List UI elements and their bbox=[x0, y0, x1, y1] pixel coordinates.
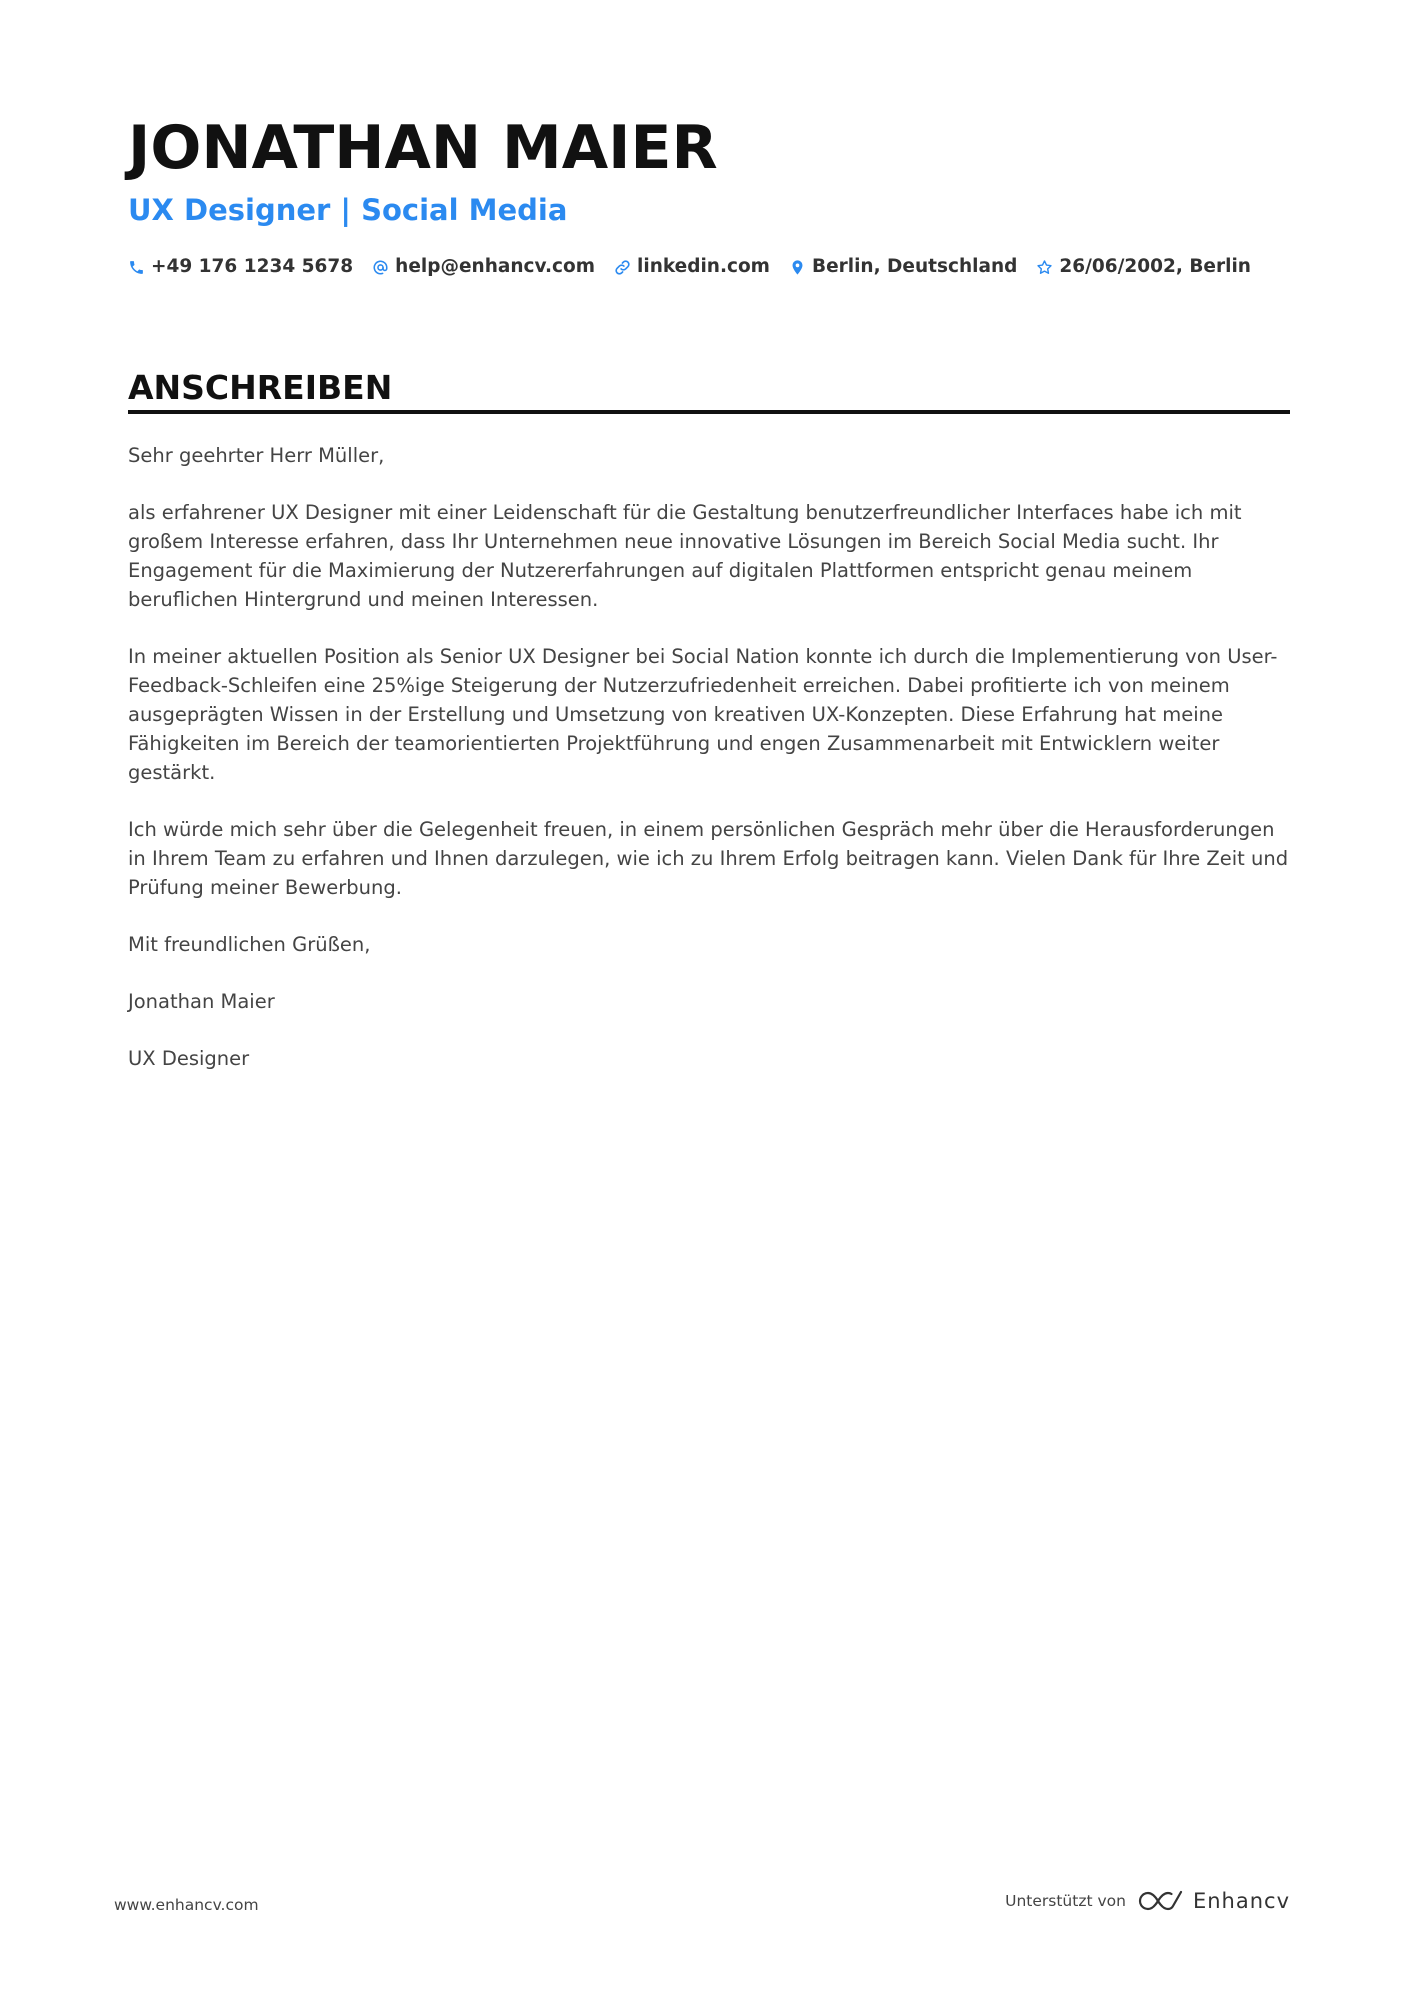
letter-paragraph: In meiner aktuellen Position als Senior UX Designer bei Social Nation konnte ich durch die Implementierung von User-Feedback-Schleifen eine 25%ige Steigerung der Nutzerzufriedenheit erreichen. Dabei profitierte ich von meinem ausgeprägten Wissen in der Erstellung und Umsetzung von kreativen UX-Konzepten. Diese Erfahrung hat meine Fähigkeiten im Bereich der teamorientierten Projektführung und engen Zusammenarbeit mit Entwicklern weiter gestärkt. bbox=[128, 645, 1278, 784]
contact-email-text: help@enhancv.com bbox=[395, 256, 596, 277]
contact-phone-text: +49 176 1234 5678 bbox=[151, 256, 354, 277]
candidate-subtitle: UX Designer | Social Media bbox=[128, 193, 568, 227]
contact-linkedin-text: linkedin.com bbox=[637, 256, 770, 277]
contact-phone[interactable] bbox=[128, 253, 353, 281]
footer-website[interactable]: www.enhancv.com bbox=[114, 1896, 259, 1914]
cover-letter-body bbox=[128, 441, 1290, 1101]
letter-paragraph: Ich würde mich sehr über die Gelegenheit freuen, in einem persönlichen Gespräch mehr über die Herausforderungen in Ihrem Team zu erfahren und Ihnen darzulegen, wie ich zu Ihrem Erfolg beitragen kann. Vielen Dank für Ihre Zeit und Prüfung meiner Bewerbung. bbox=[128, 818, 1289, 899]
contact-email[interactable] bbox=[372, 253, 595, 281]
brand-name: Enhancv bbox=[1192, 1889, 1290, 1913]
powered-by-label: Unterstützt von bbox=[1005, 1892, 1126, 1910]
signature-title: UX Designer bbox=[128, 1047, 250, 1070]
contact-location-text: Berlin, Deutschland bbox=[811, 256, 1018, 277]
letter-closing: Mit freundlichen Grüßen, bbox=[128, 933, 371, 956]
location-pin-icon bbox=[789, 259, 806, 276]
contact-birth bbox=[1036, 253, 1251, 281]
phone-icon bbox=[128, 259, 145, 276]
contact-birth-text: 26/06/2002, Berlin bbox=[1059, 256, 1251, 277]
enhancv-logo[interactable] bbox=[1138, 1888, 1290, 1914]
at-icon bbox=[372, 259, 389, 276]
signature-name: Jonathan Maier bbox=[128, 990, 275, 1013]
footer-branding bbox=[1005, 1888, 1290, 1914]
contact-linkedin[interactable] bbox=[614, 253, 770, 281]
enhancv-logo-icon bbox=[1138, 1888, 1184, 1914]
link-icon bbox=[614, 259, 631, 276]
section-divider bbox=[128, 410, 1290, 414]
letter-paragraph: als erfahrener UX Designer mit einer Leidenschaft für die Gestaltung benutzerfreundlicher Interfaces habe ich mit großem Interesse erfahren, dass Ihr Unternehmen neue innovative Lösungen im Bereich Social Media sucht. Ihr Engagement für die Maximierung der Nutzererfahrungen auf digitalen Plattformen entspricht genau meinem beruflichen Hintergrund und meinen Interessen. bbox=[128, 501, 1242, 611]
contact-location bbox=[789, 253, 1017, 281]
star-icon bbox=[1036, 259, 1053, 276]
contact-bar bbox=[128, 253, 1270, 281]
candidate-name: JONATHAN MAIER bbox=[128, 113, 718, 183]
section-title: ANSCHREIBEN bbox=[128, 368, 393, 407]
letter-salutation: Sehr geehrter Herr Müller, bbox=[128, 444, 385, 467]
